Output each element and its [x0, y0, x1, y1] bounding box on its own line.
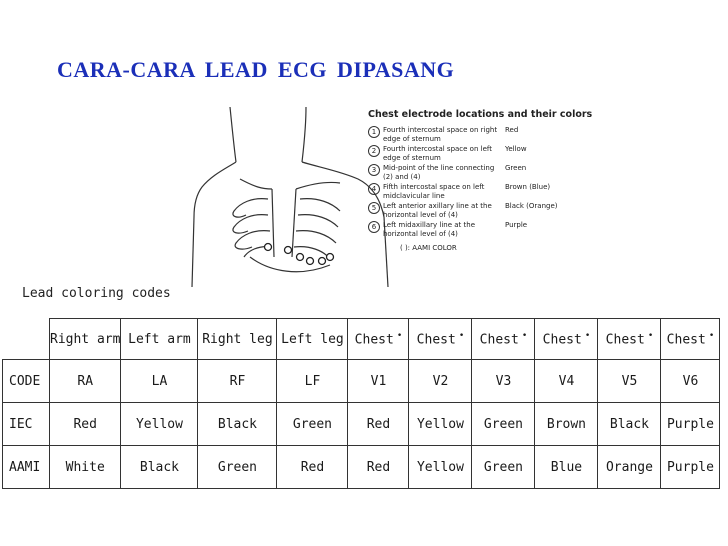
- column-header-label: Chest: [479, 332, 519, 348]
- legend-number: 3: [368, 164, 380, 176]
- table-cell: Green: [472, 403, 535, 446]
- table-cell: Black: [198, 403, 277, 446]
- table-cell: Green: [472, 446, 535, 489]
- column-header-label: Left leg: [281, 331, 344, 347]
- legend-item: [368, 126, 608, 143]
- legend-location: Left anterior axillary line at the horizontal level of (4): [383, 202, 492, 219]
- column-header-label: Left arm: [128, 331, 191, 347]
- legend-item: [368, 202, 608, 219]
- lead-color-table: [2, 318, 720, 489]
- legend-footnote: ( ): AAMI COLOR: [400, 244, 457, 252]
- column-header-label: Right arm: [50, 331, 121, 347]
- table-row: [3, 360, 720, 403]
- table-cell: Purple: [661, 403, 720, 446]
- table-cell: Blue: [535, 446, 598, 489]
- column-header-label: Right leg: [202, 331, 273, 347]
- legend-item: [368, 183, 608, 200]
- chest-mark: •: [396, 330, 403, 341]
- column-header-label: Chest: [416, 332, 456, 348]
- column-header: [535, 319, 598, 360]
- table-cell: RA: [50, 360, 121, 403]
- table-cell: V3: [472, 360, 535, 403]
- column-header: [50, 319, 121, 360]
- table-cell: Orange: [598, 446, 661, 489]
- table-header-row: [3, 319, 720, 360]
- legend-number: 2: [368, 145, 380, 157]
- column-header: [409, 319, 472, 360]
- column-header-label: Chest: [542, 332, 582, 348]
- column-header: [198, 319, 277, 360]
- column-header: [598, 319, 661, 360]
- legend-color: Purple: [505, 221, 528, 229]
- row-header: CODE: [3, 360, 50, 403]
- chest-mark: •: [521, 330, 528, 341]
- column-header: [472, 319, 535, 360]
- table-cell: Black: [598, 403, 661, 446]
- chest-mark: •: [584, 330, 591, 341]
- table-cell: LA: [121, 360, 198, 403]
- legend-location: Fifth intercostal space on left midclavicular line: [383, 183, 485, 200]
- legend-color: Black (Orange): [505, 202, 558, 210]
- table-cell: V1: [348, 360, 409, 403]
- legend-item: [368, 145, 608, 162]
- table-cell: White: [50, 446, 121, 489]
- table-cell: Red: [348, 446, 409, 489]
- chest-mark: •: [708, 330, 715, 341]
- legend-number: 1: [368, 126, 380, 138]
- table-corner: [3, 319, 50, 360]
- table-cell: V5: [598, 360, 661, 403]
- column-header: [348, 319, 409, 360]
- column-header: [121, 319, 198, 360]
- table-cell: V4: [535, 360, 598, 403]
- table-cell: V2: [409, 360, 472, 403]
- legend-location: Fourth intercostal space on left edge of sternum: [383, 145, 492, 162]
- table-cell: Green: [277, 403, 348, 446]
- legend-number: 5: [368, 202, 380, 214]
- legend-item: [368, 221, 608, 238]
- legend-color: Yellow: [505, 145, 527, 153]
- legend-number: 6: [368, 221, 380, 233]
- table-cell: Green: [198, 446, 277, 489]
- table-cell: Red: [277, 446, 348, 489]
- table-cell: Brown: [535, 403, 598, 446]
- legend-title: Chest electrode locations and their colors: [368, 109, 593, 120]
- column-header: [277, 319, 348, 360]
- column-header: [661, 319, 720, 360]
- table-cell: LF: [277, 360, 348, 403]
- chest-mark: •: [647, 330, 654, 341]
- legend-location: Left midaxillary line at the horizontal level of (4): [383, 221, 476, 238]
- table-cell: Purple: [661, 446, 720, 489]
- table-cell: Yellow: [121, 403, 198, 446]
- lead-coloring-codes-label: Lead coloring codes: [22, 286, 171, 301]
- table-cell: Red: [50, 403, 121, 446]
- table-cell: Yellow: [409, 446, 472, 489]
- legend-color: Green: [505, 164, 527, 172]
- table-row: [3, 403, 720, 446]
- table-cell: Black: [121, 446, 198, 489]
- chest-mark: •: [458, 330, 465, 341]
- legend-location: Mid-point of the line connecting (2) and (4): [383, 164, 495, 181]
- table-cell: V6: [661, 360, 720, 403]
- legend-number: 4: [368, 183, 380, 195]
- row-header: AAMI: [3, 446, 50, 489]
- column-header-label: Chest: [666, 332, 706, 348]
- table-row: [3, 446, 720, 489]
- legend-item: [368, 164, 608, 181]
- slide-title: CARA-CARA LEAD ECG DIPASANG: [57, 57, 455, 82]
- electrode-legend: [368, 109, 608, 252]
- column-header-label: Chest: [354, 332, 394, 348]
- table-cell: Red: [348, 403, 409, 446]
- table-cell: Yellow: [409, 403, 472, 446]
- row-header: IEC: [3, 403, 50, 446]
- legend-color: Brown (Blue): [505, 183, 551, 191]
- legend-location: Fourth intercostal space on right edge of sternum: [383, 126, 498, 143]
- legend-color: Red: [505, 126, 519, 134]
- column-header-label: Chest: [605, 332, 645, 348]
- table-cell: RF: [198, 360, 277, 403]
